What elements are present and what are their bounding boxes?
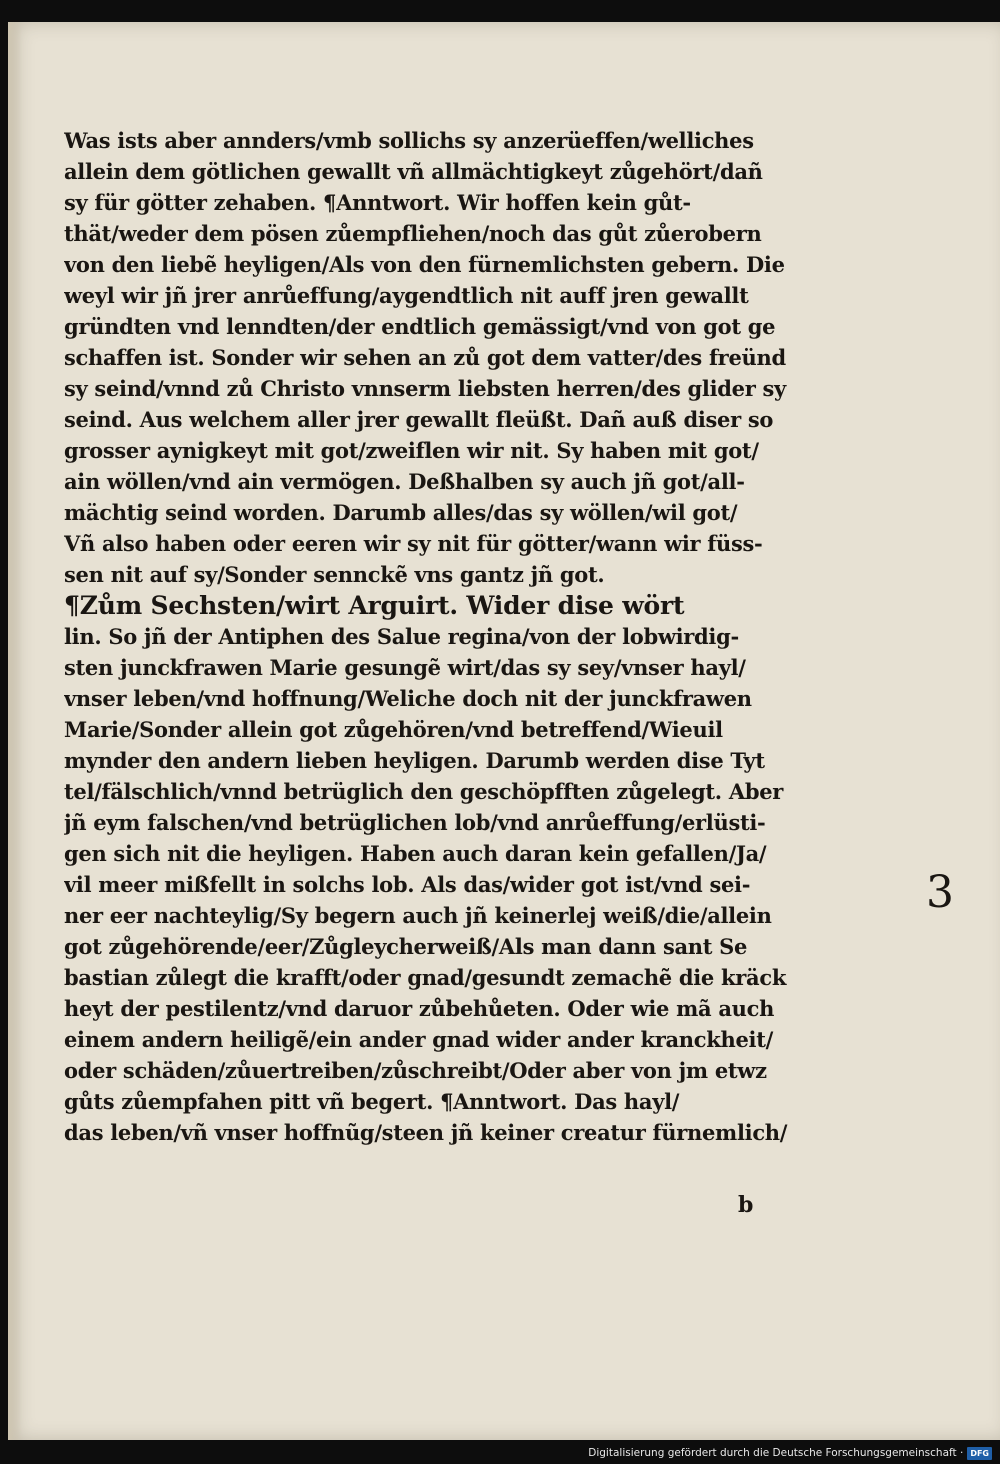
text-line: lin. So jñ der Antiphen des Salue regina/von der lobwirdig- (64, 624, 739, 649)
margin-mark: 3 (926, 867, 954, 918)
text-line: allein dem götlichen gewallt vñ allmächtigkeyt zůgehört/dañ (64, 159, 763, 184)
text-line: Vñ also haben oder eeren wir sy nit für götter/wann wir füss- (64, 531, 763, 556)
text-line: ner eer nachteylig/Sy begern auch jñ keinerlej weiß/die/allein (64, 903, 772, 928)
text-line: thät/weder dem pösen zůempfliehen/noch das gůt zůerobern (64, 221, 762, 246)
text-line: oder schäden/zůuertreiben/zůschreibt/Oder aber von jm etwz (64, 1058, 767, 1083)
text-line: Was ists aber annders/vmb sollichs sy anzerüeffen/welliches (64, 128, 754, 153)
text-line: gůts zůempfahen pitt vñ begert. ¶Anntwort. Das hayl/ (64, 1089, 680, 1114)
footer-credit-text: Digitalisierung gefördert durch die Deutsche Forschungsgemeinschaft · (588, 1447, 964, 1459)
text-line: gen sich nit die heyligen. Haben auch daran kein gefallen/Ja/ (64, 841, 767, 866)
footer-credit (588, 1444, 992, 1462)
text-line: tel/fälschlich/vnnd betrüglich den geschöpfften zůgelegt. Aber (64, 779, 784, 804)
text-line: Marie/Sonder allein got zůgehören/vnd betreffend/Wieuil (64, 717, 723, 742)
text-line: vnser leben/vnd hoffnung/Weliche doch nit der junckfrawen (64, 686, 752, 711)
text-line: got zůgehörende/eer/Zůgleycherweiß/Als man dann sant Se (64, 934, 748, 959)
catchword: b (738, 1192, 754, 1218)
text-line: sy seind/vnnd zů Christo vnnserm liebsten herren/des glider sy (64, 376, 786, 401)
text-line: von den liebẽ heyligen/Als von den fürnemlichsten gebern. Die (64, 252, 785, 277)
text-line: sy für götter zehaben. ¶Anntwort. Wir hoffen kein gůt- (64, 190, 691, 215)
text-line: das leben/vñ vnser hoffnũg/steen jñ keiner creatur fürnemlich/ (64, 1120, 788, 1145)
text-line: schaffen ist. Sonder wir sehen an zů got dem vatter/des freünd (64, 345, 786, 370)
text-line: grosser aynigkeyt mit got/zweiflen wir nit. Sy haben mit got/ (64, 438, 759, 463)
text-line: sten junckfrawen Marie gesungẽ wirt/das sy sey/vnser hayl/ (64, 655, 746, 680)
text-line: seind. Aus welchem aller jrer gewallt fleüßt. Dañ auß diser so (64, 407, 774, 432)
text-line: vil meer mißfellt in solchs lob. Als das/wider got ist/vnd sei- (64, 872, 751, 897)
text-line: jñ eym falschen/vnd betrüglichen lob/vnd anrůeffung/erlüsti- (64, 810, 766, 835)
text-line: ¶Zům Sechsten/wirt Arguirt. Wider dise wört (64, 591, 685, 620)
text-line: gründten vnd lenndten/der endtlich gemässigt/vnd von got ge (64, 314, 776, 339)
text-line: heyt der pestilentz/vnd daruor zůbehůeten. Oder wie mã auch (64, 996, 775, 1021)
text-line: weyl wir jñ jrer anrůeffung/aygendtlich nit auff jren gewallt (64, 283, 749, 308)
text-line: ain wöllen/vnd ain vermögen. Deßhalben sy auch jñ got/all- (64, 469, 745, 494)
text-line: mächtig seind worden. Darumb alles/das sy wöllen/wil got/ (64, 500, 738, 525)
text-line: bastian zůlegt die krafft/oder gnad/gesundt zemachẽ die kräck (64, 965, 787, 990)
dfg-logo: DFG (967, 1447, 992, 1460)
book-page (8, 22, 1000, 1440)
text-block (64, 125, 802, 1148)
text-line: sen nit auf sy/Sonder sennckẽ vns gantz jñ got. (64, 562, 605, 587)
text-line: einem andern heiligẽ/ein ander gnad wider ander kranckheit/ (64, 1027, 773, 1052)
text-line: mynder den andern lieben heyligen. Darumb werden dise Tyt (64, 748, 765, 773)
